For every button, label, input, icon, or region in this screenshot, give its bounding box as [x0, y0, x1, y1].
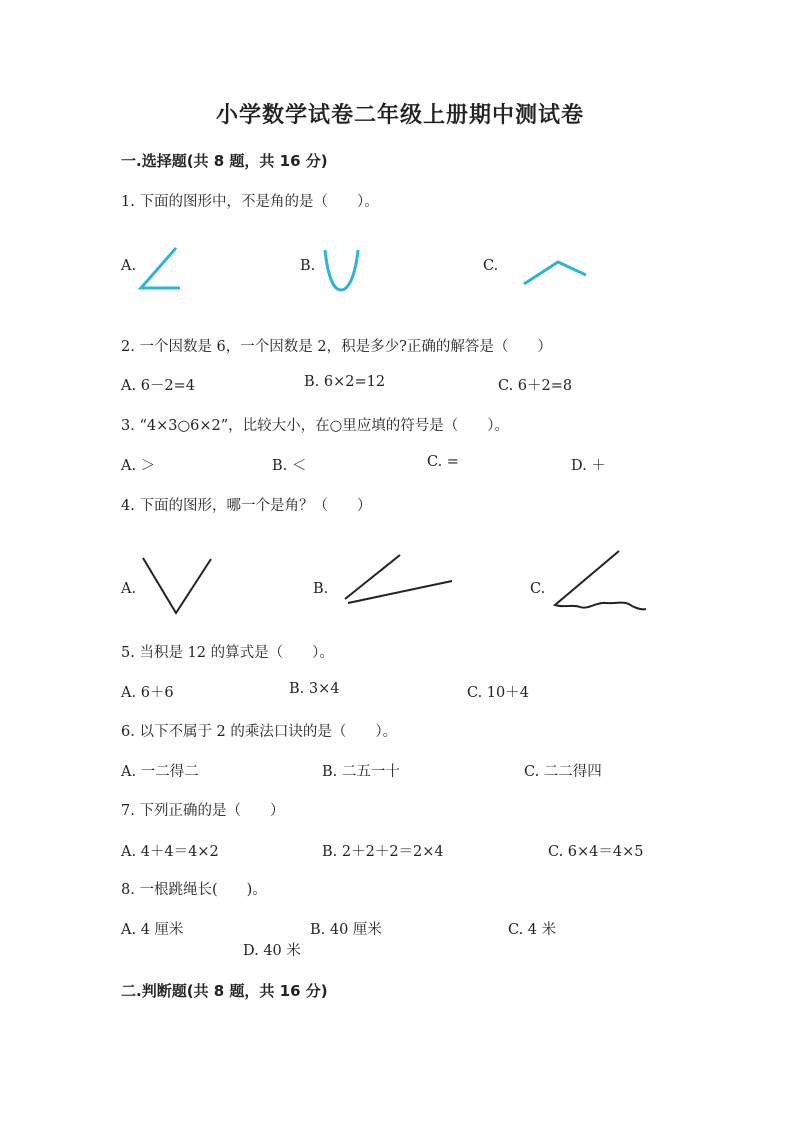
q4-option-b-label: B.: [313, 581, 329, 597]
q1-option-b-label: B.: [300, 258, 316, 274]
q7-option-a: A. 4＋4＝4×2: [121, 844, 219, 860]
q3-option-c: C. =: [427, 454, 459, 470]
q2-option-c: C. 6＋2=8: [498, 378, 573, 394]
q3-option-b: B. ＜: [272, 458, 307, 474]
section-heading-judge: 二.判断题(共 8 题，共 16 分): [121, 982, 328, 1000]
question-6: 6. 以下不属于 2 的乘法口诀的是（ ）。: [121, 724, 398, 740]
q3-option-a: A. ＞: [121, 458, 156, 474]
question-3: 3. “4×3○6×2”，比较大小，在○里应填的符号是（ ）。: [121, 418, 510, 434]
section-heading-choice: 一.选择题(共 8 题，共 16 分): [121, 152, 328, 170]
q2-option-b: B. 6×2=12: [304, 374, 386, 390]
question-7: 7. 下列正确的是（ ）: [121, 803, 285, 819]
q2-option-a: A. 6－2=4: [121, 378, 196, 394]
q4-option-a-label: A.: [121, 581, 137, 597]
q4-figure-c-wavy: [552, 548, 648, 614]
q5-option-b: B. 3×4: [289, 681, 340, 697]
q4-figure-b-lines: [342, 553, 454, 605]
q1-option-a-label: A.: [121, 258, 137, 274]
page-title: 小学数学试卷二年级上册期中测试卷: [215, 102, 584, 128]
q7-option-b: B. 2＋2＋2＝2×4: [322, 844, 444, 860]
q6-option-b: B. 二五一十: [322, 764, 400, 780]
q1-figure-c-angle: [522, 258, 590, 288]
q5-option-a: A. 6＋6: [121, 685, 174, 701]
q8-option-c: C. 4 米: [508, 922, 557, 938]
question-8: 8. 一根跳绳长( )。: [121, 882, 267, 898]
question-2: 2. 一个因数是 6，一个因数是 2，积是多少?正确的解答是（ ）: [121, 339, 552, 355]
q6-option-a: A. 一二得二: [121, 764, 199, 780]
q5-option-c: C. 10＋4: [467, 685, 529, 701]
q1-option-c-label: C.: [483, 258, 499, 274]
q4-option-c-label: C.: [530, 581, 546, 597]
question-5: 5. 当积是 12 的算式是（ ）。: [121, 645, 334, 661]
q8-option-d: D. 40 米: [243, 943, 301, 959]
q6-option-c: C. 二二得四: [524, 764, 602, 780]
question-4: 4. 下面的图形，哪一个是角？（ ）: [121, 498, 372, 514]
q8-option-b: B. 40 厘米: [310, 922, 382, 938]
question-1: 1. 下面的图形中，不是角的是（ ）。: [121, 194, 379, 210]
q3-option-d: D. ＋: [571, 458, 606, 474]
q8-option-a: A. 4 厘米: [121, 922, 184, 938]
q1-figure-a-angle: [138, 246, 182, 292]
q1-figure-b-curve: [322, 248, 362, 294]
q7-option-c: C. 6×4＝4×5: [548, 844, 644, 860]
q4-figure-a-angle: [140, 556, 214, 616]
